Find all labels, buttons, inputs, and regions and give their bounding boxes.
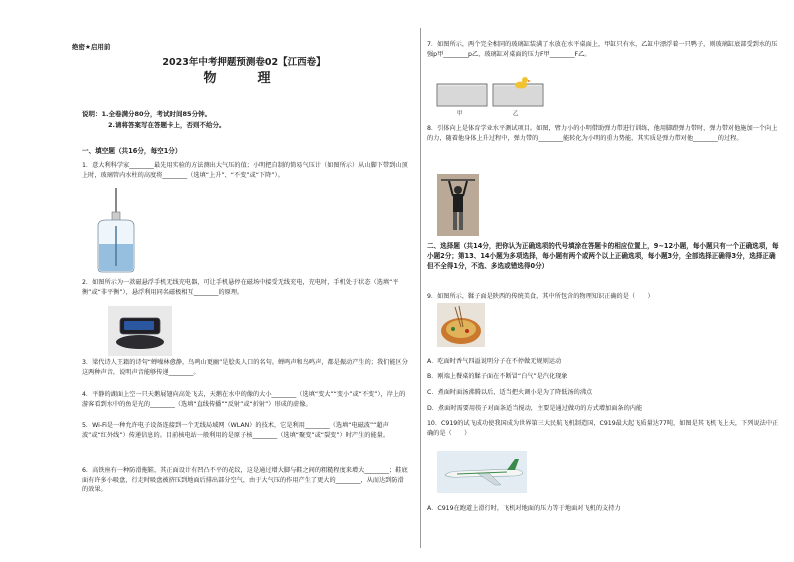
tank-label-b: 乙 — [513, 111, 519, 117]
barometer-bottle-image — [92, 186, 140, 274]
question-3: 3．梁代诗人王籍的诗句“蝉噪林愈静，鸟鸣山更幽”是脍炙人口的名句。蝉鸣声和鸟鸣声，都是振动产生的；我们能区分这两种声音，说明声音能够传递________。 — [82, 359, 408, 376]
tank-label-a: 甲 — [457, 111, 463, 117]
option-9b: B．刚端上餐桌的鞣子面在不断冒“白气”是汽化现象 — [427, 373, 568, 380]
noodles-photo — [437, 303, 485, 347]
question-10: 10．C919的试飞成功使我国成为世界第三大民航飞机制造国，C919最大起飞质量达77吨，如图是其飞机飞上天，下列说法中正确的是（ ） — [427, 420, 779, 437]
c919-airplane-photo — [437, 451, 527, 493]
column-divider — [420, 28, 421, 548]
note-2: 2.请将答案写在答题卡上，否则不给分。 — [108, 121, 226, 129]
maglev-charger-image — [108, 306, 172, 356]
question-6: 6．高铁座有一种防滑拖鞋，其正面设计有凹凸不平的花纹，这是通过增大脚与鞋之间的粗糙程度来增大________；鞋底面有许多小吸盘，行走时吸盘被挤压到地面后排出部分空气，由于大气压的作用产生了更大的________，从而达到防滑的效果。 — [82, 467, 408, 493]
question-8: 8．引体向上是体育学业水平测试项目。如图，臂力小的小明借助弹力带进行训练，他用脚蹬弹力带时，弹力带对他施加一个向上的力，随着他身体上升过程中，弹力带的________能转化为小明的重力势能，其实质是弹力带对他________的过程。 — [427, 125, 778, 142]
water-tanks-image — [435, 76, 547, 116]
option-9c: C．煮面时面汤沸腾以后，适当把火调小是为了降低汤的沸点 — [427, 389, 593, 396]
question-4: 4．平静的湖面上空一只天鹅展翅向高处飞去，天鹅在水中的像的大小________（选填“变大”“变小”或“不变”），岸上的游客看到水中的鱼是光的________（选填“直线传播”“反射”或“折射”）形成的虚像。 — [82, 391, 406, 408]
question-9: 9．如图所示，鞣子面是陕西的传统美食，其中所包含的物理知识正确的是（ ） — [427, 293, 654, 300]
subject-title: 物 理 — [203, 71, 285, 86]
secret-mark: 绝密★启用前 — [72, 43, 111, 51]
section-1-heading: 一、填空题（共16分，每空1分） — [82, 147, 182, 155]
section-2-heading: 二、选择题（共14分，把你认为正确选项的代号填涂在答题卡的相应位置上，9~12小题，每小题只有一个正确选项，每小题2分；第13、14小题为多项选择，每小题有两个或两个以上正确选项，每小题3分，全部选择正确得3分，选择正确但不全得1分，不选、多选或错选得0分） — [427, 242, 779, 270]
pull-up-photo — [437, 174, 479, 236]
question-2: 2．如图所示为一款磁悬浮手机无线充电器，可让手机悬停在磁场中接受无线充电，充电时，手机处于状态（选填“平衡”或“非平衡”），悬浮利用同名磁极相互________的原理。 — [82, 279, 399, 296]
exam-title: 2023年中考押题预测卷02【江西卷】 — [162, 57, 326, 68]
question-7: 7．如图所示，两个完全相同的玻璃缸装满了水放在水平桌面上，甲缸只有水，乙缸中漂浮着一只鸭子，则玻璃缸底部受到水的压强p甲________p乙，玻璃缸对桌面的压力F甲________F乙。 — [427, 41, 778, 58]
note-1: 说明：1.全卷满分80分，考试时间85分钟。 — [82, 110, 212, 118]
option-10a: A．C919在跑道上滑行时，飞机对地面的压力等于地面对飞机的支持力 — [427, 505, 621, 512]
question-5: 5．Wi-Fi是一种允许电子设备连接到一个无线局域网（WLAN）的技术，它是利用________（选填“电磁波”“超声波”或“红外线”）传递信息的。目前核电站一般利用的是原子核________（选填“聚变”或“裂变”）时产生的能量。 — [82, 422, 390, 439]
question-1: 1．意大利科学家________最先用实验的方法测出大气压的值；小明把自制的简易气压计（如图所示）从山脚下带到山顶上时，玻璃管内水柱的高度将________（选填“上升”、“不变”或“下降”）。 — [82, 162, 408, 179]
option-9a: A．吃面时香气四溢说明分子在不停做无规则运动 — [427, 358, 562, 365]
option-9d: D．煮面时需要用筷子对面条适当搅动，主要是通过做功的方式增加面条的内能 — [427, 405, 643, 412]
